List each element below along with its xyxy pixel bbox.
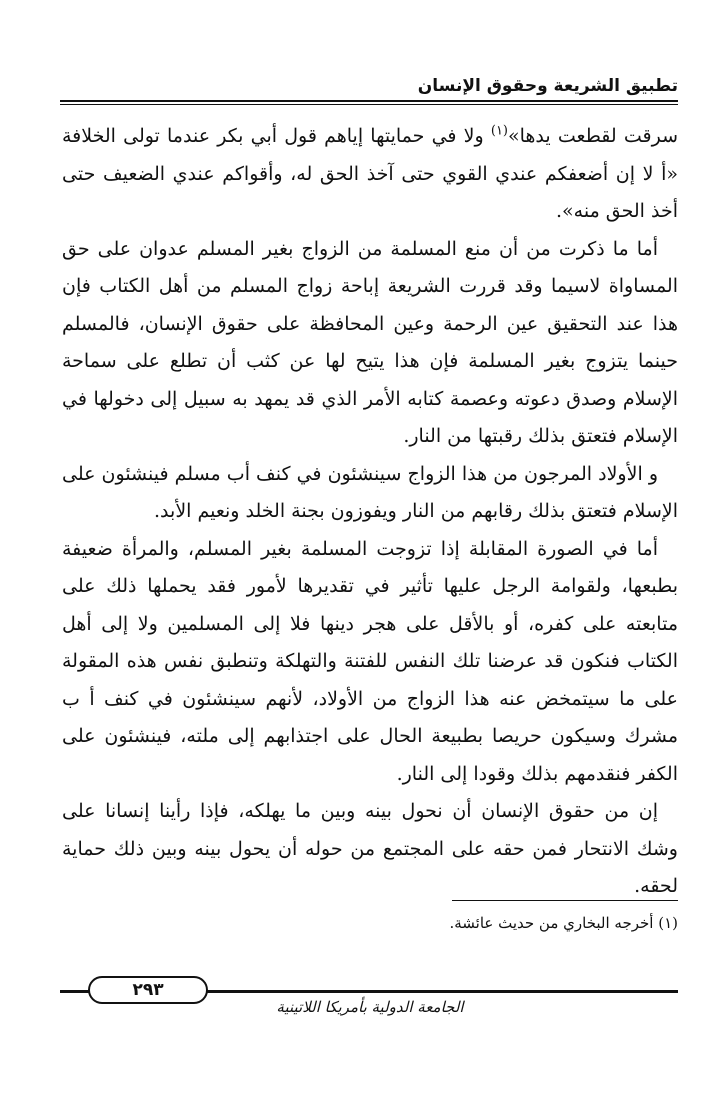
paragraph-5: إن من حقوق الإنسان أن نحول بينه وبين ما يهلكه، فإذا رأينا إنسانا على وشك الانتحار فمن حقه على المجتمع من حوله أن يحول بينه وبين ذلك حماية لحقه. (62, 800, 678, 897)
paragraph-1-start: سرقت لقطعت يدها» (508, 125, 678, 147)
running-header: تطبيق الشريعة وحقوق الإنسان (417, 76, 678, 96)
footnote-reference-mark: (١) (490, 123, 508, 139)
body-text (62, 118, 678, 906)
paragraph-1-rest: ولا في حمايتها إياهم قول أبي بكر عندما تولى الخلافة «أ لا إن أضعفكم عندي القوي حتى آخذ الحق له، وأقواكم عندي الضعيف حتى أخذ الحق منه». (62, 125, 678, 222)
paragraph-4: أما في الصورة المقابلة إذا تزوجت المسلمة بغير المسلم، والمرأة ضعيفة بطبعها، ولقوامة الرجل عليها تأثير في تقديرها لأمور فقد يحملها ذلك على متابعته على كفره، أو بالأقل على هجر دينها فلا إلى المسلمين ولا إلى أهل الكتاب فنكون قد عرضنا تلك النفس للفتنة والتهلكة وتنطبق نفس هذه المقولة على ما سيتمخض عنه هذا الزواج من الأولاد، لأنهم سينشئون في كنف أ ب مشرك وسيكون حريصا بطبيعة الحال على اجتذابهم إلى ملته، فينشئون على الكفر فنقدمهم بذلك وقودا إلى النار. (62, 537, 678, 785)
footnote: (١) أخرجه البخاري من حديث عائشة. (449, 914, 678, 932)
header-rule (60, 100, 678, 105)
page-footer (60, 968, 678, 1028)
paragraph-3: و الأولاد المرجون من هذا الزواج سينشئون في كنف أب مسلم فينشئون على الإسلام فتعتق بذلك رقابهم من النار ويفوزون بجنة الخلد ونعيم الأبد. (62, 462, 678, 522)
paragraph-2: أما ما ذكرت من أن منع المسلمة من الزواج بغير المسلم عدوان على حق المساواة لاسيما وقد قررت الشريعة إباحة زواج المسلم من أهل الكتاب فإن هذا عند التحقيق عين الرحمة وعين المحافظة على حقوق الإنسان، فالمسلم حينما يتزوج بغير المسلمة فإن هذا يتيح لها عن كثب أن تطلع على سماحة الإسلام وصدق دعوته وعصمة كتابه الأمر الذي قد يمهد به سبيل إلى دخولها في الإسلام فتعتق بذلك رقبتها من النار. (62, 237, 678, 447)
university-name: الجامعة الدولية بأمريكا اللاتينية (276, 998, 464, 1016)
paragraph-1 (62, 118, 678, 231)
footnote-separator (452, 900, 678, 901)
page-number: ٢٩٣ (88, 976, 208, 1004)
